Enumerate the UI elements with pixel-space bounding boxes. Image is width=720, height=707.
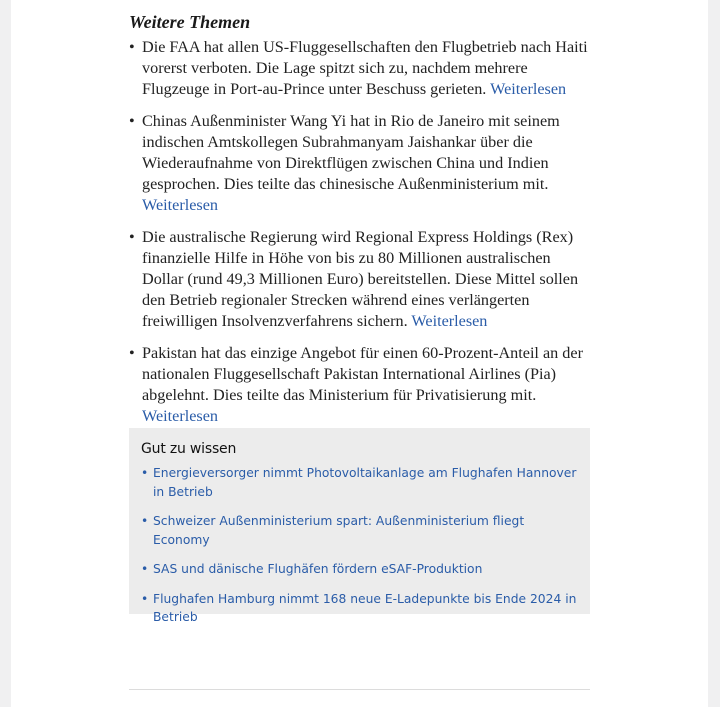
related-article-link[interactable] <box>141 464 577 501</box>
related-article-link[interactable] <box>141 512 577 549</box>
bullet-icon: • <box>141 466 149 480</box>
divider <box>129 689 590 690</box>
related-article-label[interactable]: Energieversorger nimmt Photovoltaikanlage am Flughafen Hannover in Betrieb <box>153 466 577 499</box>
news-item <box>129 111 591 216</box>
bullet-icon: • <box>141 562 149 576</box>
bullet-icon: • <box>141 591 149 606</box>
news-item <box>129 37 591 100</box>
related-article-link[interactable] <box>141 590 577 627</box>
related-article-label[interactable]: Schweizer Außenministerium spart: Außenministerium fliegt Economy <box>153 514 525 547</box>
read-more-link[interactable]: Weiterlesen <box>142 196 218 214</box>
bullet-icon: • <box>129 344 135 362</box>
good-to-know-title: Gut zu wissen <box>141 441 237 457</box>
page <box>11 0 708 707</box>
news-text: Pakistan hat das einzige Angebot für einen 60-Prozent-Anteil an der nationalen Fluggesellschaft Pakistan International Airlines (Pia) abgelehnt. Dies teilte das Ministerium für Privatisierung mit. <box>142 344 583 404</box>
read-more-link[interactable]: Weiterlesen <box>142 407 218 425</box>
bullet-icon: • <box>129 228 135 246</box>
news-text: Chinas Außenminister Wang Yi hat in Rio de Janeiro mit seinem indischen Amtskollegen Subrahmanyam Jaishankar über die Wiederaufnahme von Direktflügen zwischen China und Indien gesprochen. Dies teilte das chinesische Außenministerium mit. <box>142 112 560 193</box>
news-text: Die FAA hat allen US-Fluggesellschaften den Flugbetrieb nach Haiti vorerst verboten. Die Lage spitzt sich zu, nachdem mehrere Flugzeuge in Port-au-Prince unter Beschuss gerieten. <box>142 38 588 98</box>
bullet-icon: • <box>141 514 149 528</box>
related-article-label[interactable]: SAS und dänische Flughäfen fördern eSAF-Produktion <box>153 562 483 576</box>
read-more-link[interactable]: Weiterlesen <box>411 312 488 330</box>
section-title: Weitere Themen <box>129 12 251 32</box>
read-more-link[interactable]: Weiterlesen <box>490 80 567 98</box>
news-list <box>129 37 591 438</box>
good-to-know-list <box>141 464 577 638</box>
news-text: Die australische Regierung wird Regional Express Holdings (Rex) finanzielle Hilfe in Höhe von bis zu 80 Millionen australischen Dollar (rund 49,3 Millionen Euro) bereitstellen. Diese Mittel sollen den Betrieb regionaler Strecken während eines verlängerten freiwilligen Insolvenzverfahrens sichern. <box>142 228 579 330</box>
related-article-link[interactable] <box>141 560 577 579</box>
good-to-know-box <box>129 428 590 624</box>
news-item <box>129 227 591 332</box>
news-item <box>129 343 591 427</box>
related-article-label[interactable]: Flughafen Hamburg nimmt 168 neue E-Ladepunkte bis Ende 2024 in Betrieb <box>153 591 577 624</box>
bullet-icon: • <box>129 112 135 130</box>
bullet-icon: • <box>129 38 135 56</box>
